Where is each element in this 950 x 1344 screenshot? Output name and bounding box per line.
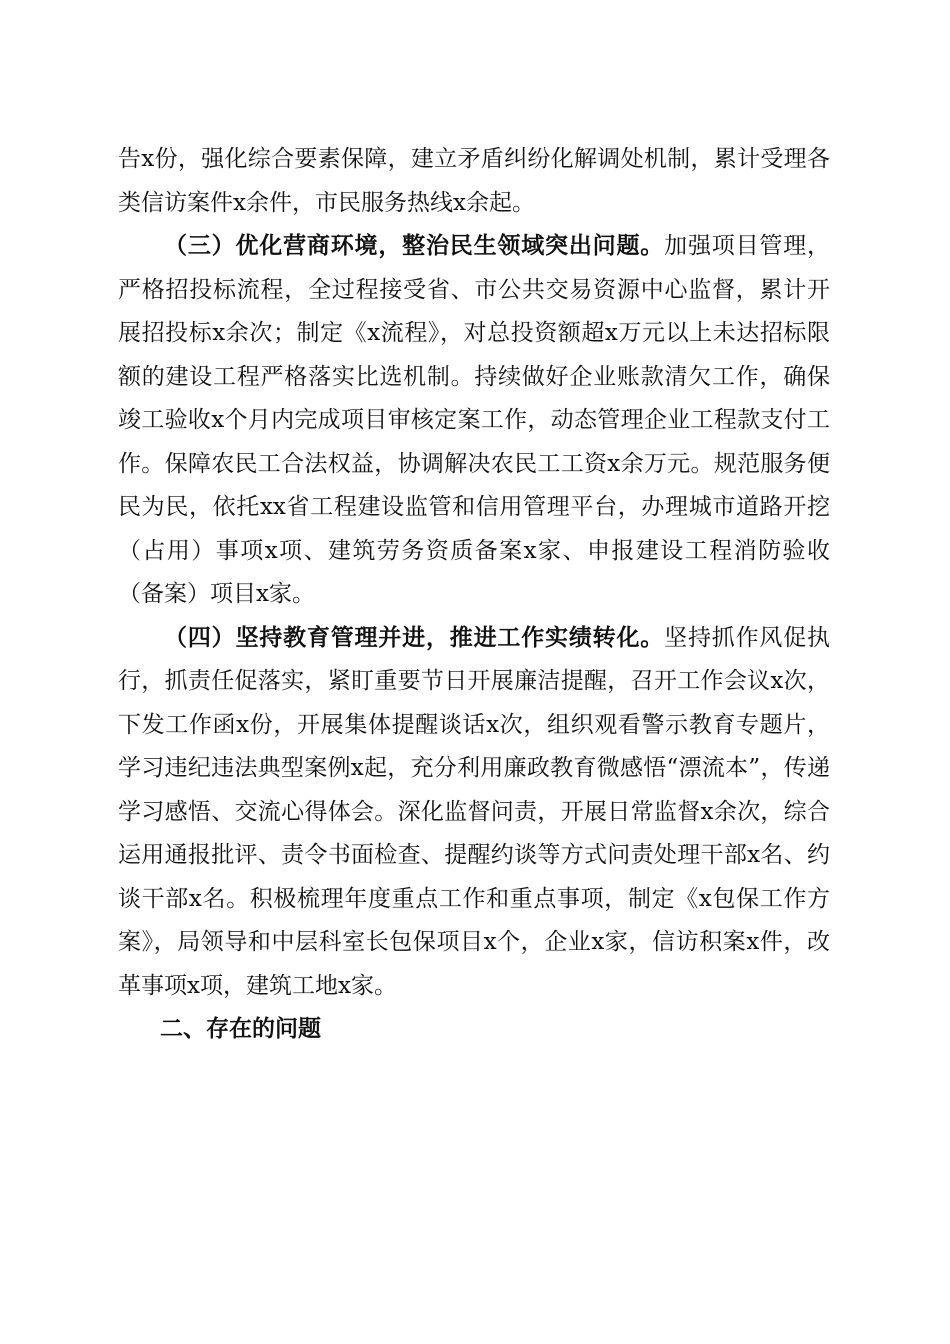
document-body bbox=[118, 138, 830, 1052]
paragraph-heading: （四）坚持教育管理并进，推进工作实绩转化。 bbox=[164, 624, 665, 651]
paragraph-text: 坚持抓作风促执行，抓责任促落实，紧盯重要节日开展廉洁提醒，召开工作会议x次，下发工作函x份，开展集体提醒谈话x次，组织观看警示教育专题片，学习违纪违法典型案例x起，充分利用廉政教育微感悟“漂流本”，传递学习感悟、交流心得体会。深化监督问责，开展日常监督x余次，综合运用通报批评、责令书面检查、提醒约谈等方式问责处理干部x名、约谈干部x名。积极梳理年度重点工作和重点事项，制定《x包保工作方案》，局领导和中层科室长包保项目x个，企业x家，信访积案x件，改革事项x项，建筑工地x家。 bbox=[118, 624, 831, 999]
paragraph-education-management bbox=[118, 617, 830, 1009]
paragraph-heading: （三）优化营商环境，整治民生领域突出问题。 bbox=[164, 233, 665, 259]
paragraph-business-environment bbox=[118, 225, 830, 617]
paragraph-continuation bbox=[118, 138, 830, 225]
paragraph-text: 加强项目管理，严格招投标流程，全过程接受省、市公共交易资源中心监督，累计开展招投标x余次；制定《x流程》，对总投资额超x万元以上未达招标限额的建设工程严格落实比选机制。持续做好企业账款清欠工作，确保竣工验收x个月内完成项目审核定案工作，动态管理企业工程款支付工作。保障农民工合法权益，协调解决农民工工资x余万元。规范服务便民为民，依托xx省工程建设监管和信用管理平台，办理城市道路开挖（占用）事项x项、建筑劳务资质备案x家、申报建设工程消防验收（备案）项目x家。 bbox=[118, 233, 831, 607]
paragraph-text: 告x份，强化综合要素保障，建立矛盾纠纷化解调处机制，累计受理各类信访案件x余件，市民服务热线x余起。 bbox=[118, 146, 830, 216]
section-heading-problems: 二、存在的问题 bbox=[160, 1016, 321, 1042]
